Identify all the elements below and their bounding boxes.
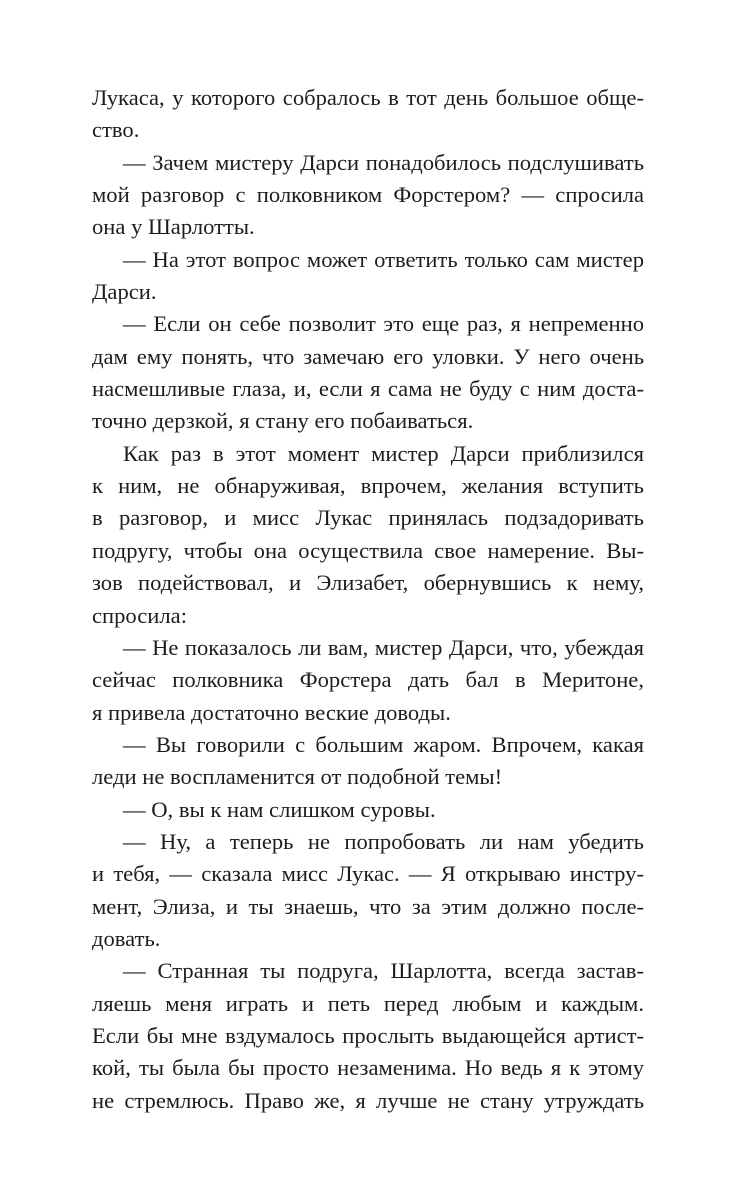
text-line: кой, ты была бы просто незаменима. Но ведь я к этому <box>92 1055 644 1081</box>
text-line: мой разговор с полковником Форстером? — спросила <box>92 182 644 208</box>
text-line: — О, вы к нам слишком суровы. <box>123 796 436 822</box>
text-line: не стремлюсь. Право же, я лучше не стану утруждать <box>92 1087 644 1113</box>
text-line: она у Шарлотты. <box>92 214 255 240</box>
text-line: в разговор, и мисс Лукас принялась подзадоривать <box>92 505 644 531</box>
text-line: — Не показалось ли вам, мистер Дарси, что, убеждая <box>123 634 644 660</box>
text-line: Лукаса, у которого собралось в тот день большое обще- <box>92 85 644 110</box>
text-line: — Странная ты подруга, Шарлотта, всегда застав- <box>123 958 644 984</box>
text-line: сейчас полковника Форстера дать бал в Меритоне, <box>92 667 644 693</box>
text-line: мент, Элиза, и ты знаешь, что за этим должно после- <box>92 893 644 919</box>
text-line: — Вы говорили с большим жаром. Впрочем, какая <box>123 731 644 757</box>
text-line: точно дерзкой, я стану его побаиваться. <box>92 408 474 434</box>
text-line: — Зачем мистеру Дарси понадобилось подслушивать <box>123 149 644 175</box>
text-line: подругу, чтобы она осуществила свое намерение. Вы- <box>92 537 644 563</box>
text-line: — Ну, а теперь не попробовать ли нам убедить <box>123 828 644 854</box>
text-line: к ним, не обнаруживая, впрочем, желания вступить <box>92 473 644 499</box>
text-line: я привела достаточно веские доводы. <box>92 699 451 725</box>
text-line: спросила: <box>92 602 187 628</box>
text-line: — Если он себе позволит это еще раз, я непременно <box>123 311 644 337</box>
text-line: Дарси. <box>92 279 157 305</box>
text-line: насмешливые глаза, и, если я сама не буду с ним доста- <box>92 376 644 402</box>
page-text <box>92 82 644 1117</box>
text-line: довать. <box>92 925 161 951</box>
text-line: Как раз в этот момент мистер Дарси приблизился <box>123 440 644 466</box>
text-line: дам ему понять, что замечаю его уловки. У него очень <box>92 343 644 369</box>
text-line: леди не воспламенится от подобной темы! <box>92 764 503 790</box>
text-line: и тебя, — сказала мисс Лукас. — Я открываю инстру- <box>92 861 644 887</box>
text-line: — На этот вопрос может ответить только сам мистер <box>123 246 644 272</box>
text-line: зов подействовал, и Элизабет, обернувшись к нему, <box>92 570 644 596</box>
text-line: ство. <box>92 117 140 143</box>
text-line: ляешь меня играть и петь перед любым и каждым. <box>92 990 644 1016</box>
text-line: Если бы мне вздумалось прослыть выдающейся артист- <box>92 1022 644 1048</box>
